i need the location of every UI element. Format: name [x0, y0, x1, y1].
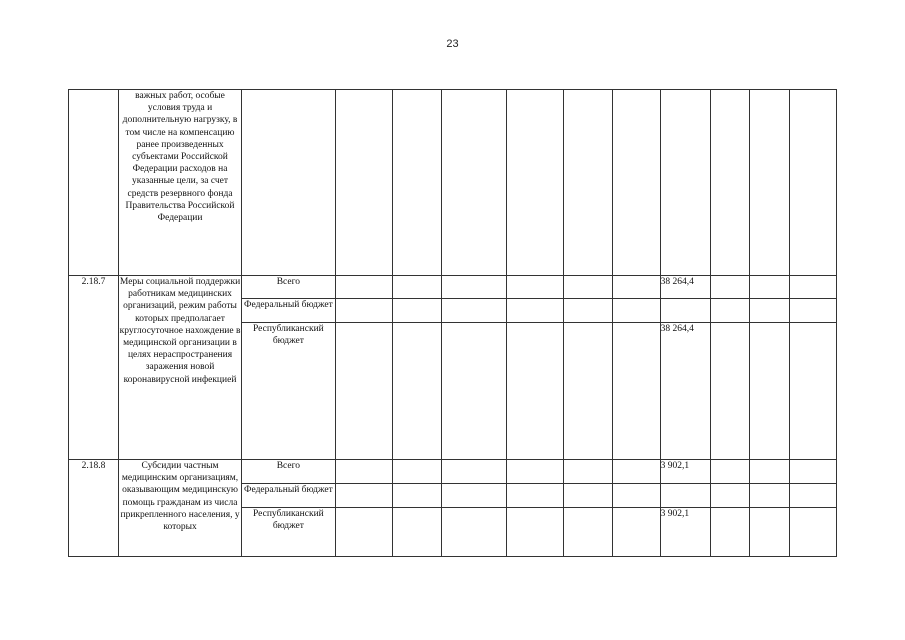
budget-table — [68, 89, 837, 557]
funding-source-cell: Федеральный бюджет — [242, 484, 335, 508]
amount-cell: 38 264,4 — [660, 276, 710, 299]
table-row-continued — [69, 90, 837, 276]
funding-source-cell: Всего — [242, 460, 335, 484]
table-row — [69, 460, 837, 484]
funding-source-cell: Всего — [242, 276, 335, 299]
row-number-cell: 2.18.7 — [69, 276, 119, 460]
amount-cell: 3 902,1 — [660, 460, 710, 484]
table-row — [69, 276, 837, 299]
amount-cell: 3 902,1 — [660, 508, 710, 557]
amount-cell — [660, 299, 710, 323]
funding-source-cell: Республиканский бюджет — [242, 323, 335, 460]
measure-name-cell: важных работ, особые условия труда и дополнительную нагрузку, в том числе на компенсацию ранее произведенных субъектами Российской Федерации расходов на указанные цели, за счет средств резервного фонда Правительства Российской Федерации — [118, 90, 241, 276]
measure-name-cell: Субсидии частным медицинским организациям, оказывающим медицинскую помощь гражданам из числа прикрепленного населения, у которых — [118, 460, 241, 557]
row-number-cell — [69, 90, 119, 276]
funding-source-cell: Республиканский бюджет — [242, 508, 335, 557]
amount-cell — [660, 484, 710, 508]
page-number: 23 — [446, 38, 459, 50]
row-number-cell: 2.18.8 — [69, 460, 119, 557]
amount-cell: 38 264,4 — [660, 323, 710, 460]
measure-name-cell: Меры социальной поддержки работникам медицинских организаций, режим работы которых предполагает круглосуточное нахождение в медицинской организации в целях нераспространения заражения новой коронавирусной инфекцией — [118, 276, 241, 460]
funding-source-cell: Федеральный бюджет — [242, 299, 335, 323]
